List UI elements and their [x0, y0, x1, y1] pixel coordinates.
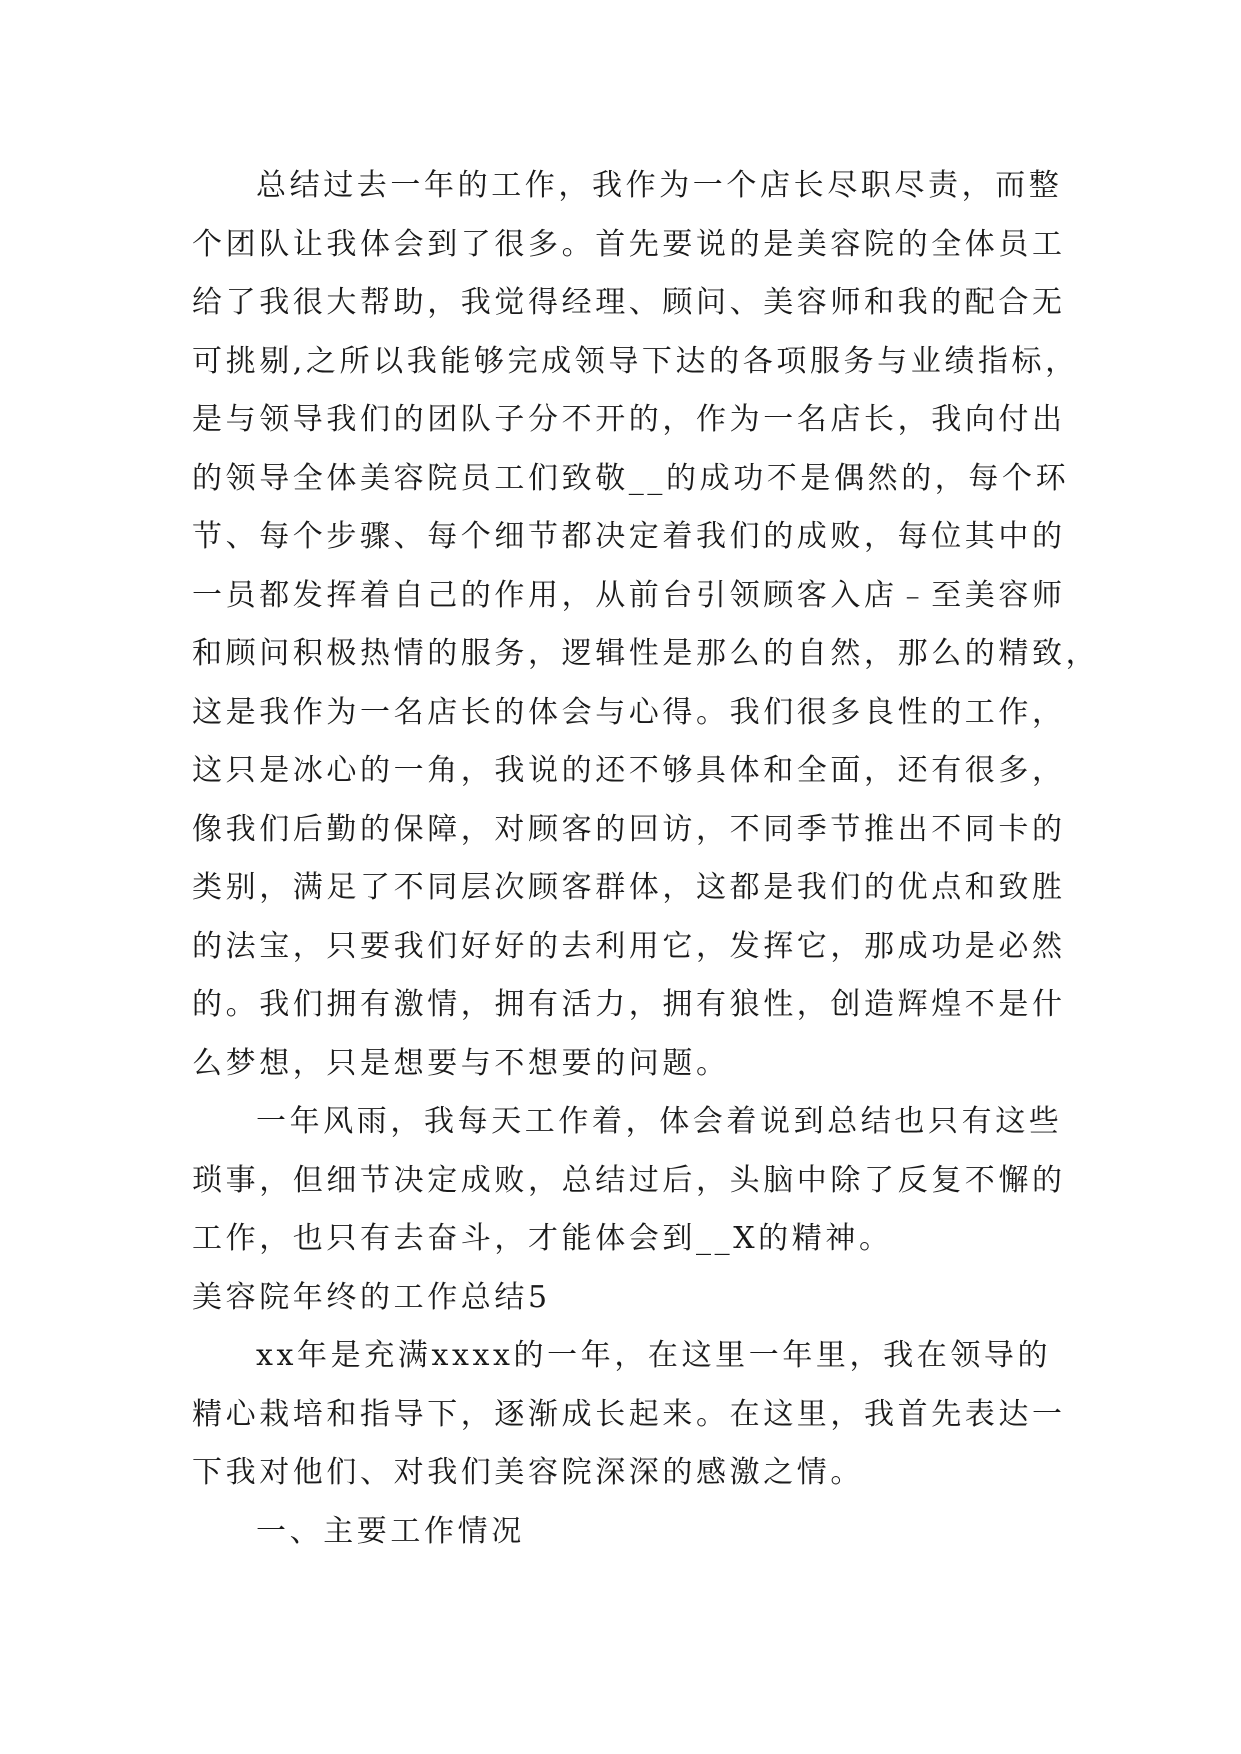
paragraph-line: 节、每个步骤、每个细节都决定着我们的成败，每位其中的	[192, 519, 1066, 554]
paragraph-line: 精心栽培和指导下，逐渐成长起来。在这里，我首先表达一	[192, 1396, 1066, 1432]
document-body	[192, 157, 1100, 1561]
paragraph-line: 一员都发挥着自己的作用，从前台引领顾客入店﹣至美容师	[192, 577, 1066, 613]
paragraph-line: 这只是冰心的一角，我说的还不够具体和全面，还有很多，	[192, 753, 1066, 788]
paragraph-line: 类别，满足了不同层次顾客群体，这都是我们的优点和致胜	[192, 870, 1066, 905]
section-heading: 美容院年终的工作总结5	[192, 1279, 551, 1315]
paragraph-line: 的法宝，只要我们好好的去利用它，发挥它，那成功是必然	[192, 928, 1066, 964]
paragraph-line: 是与领导我们的团队子分不开的，作为一名店长，我向付出	[192, 402, 1066, 437]
paragraph-line: 的领导全体美容院员工们致敬__的成功不是偶然的，每个环	[192, 460, 1070, 496]
paragraph-line: 的。我们拥有激情，拥有活力，拥有狼性，创造辉煌不是什	[192, 987, 1066, 1022]
paragraph-line: 像我们后勤的保障，对顾客的回访，不同季节推出不同卡的	[192, 811, 1066, 847]
paragraph-line: 总结过去一年的工作，我作为一个店长尽职尽责，而整	[256, 168, 1063, 203]
paragraph-line: 个团队让我体会到了很多。首先要说的是美容院的全体员工	[192, 226, 1066, 262]
subsection-heading: 一、主要工作情况	[256, 1513, 525, 1549]
paragraph-line: 一年风雨，我每天工作着，体会着说到总结也只有这些	[256, 1104, 1063, 1139]
paragraph-line: 琐事，但细节决定成败，总结过后，头脑中除了反复不懈的	[192, 1162, 1066, 1198]
paragraph-line: xx年是充满xxxx的一年，在这里一年里，我在领导的	[256, 1338, 1052, 1373]
paragraph-line: 给了我很大帮助，我觉得经理、顾问、美容师和我的配合无	[192, 285, 1066, 320]
paragraph-line: 可挑剔,之所以我能够完成领导下达的各项服务与业绩指标，	[192, 343, 1079, 379]
paragraph-line: 和顾问积极热情的服务，逻辑性是那么的自然，那么的精致，	[192, 636, 1100, 671]
paragraph-line: 么梦想，只是想要与不想要的问题。	[192, 1045, 730, 1081]
paragraph-line: 下我对他们、对我们美容院深深的感激之情。	[192, 1455, 864, 1490]
paragraph-line: 工作，也只有去奋斗，才能体会到__X的精神。	[192, 1221, 893, 1256]
paragraph-line: 这是我作为一名店长的体会与心得。我们很多良性的工作，	[192, 694, 1066, 730]
